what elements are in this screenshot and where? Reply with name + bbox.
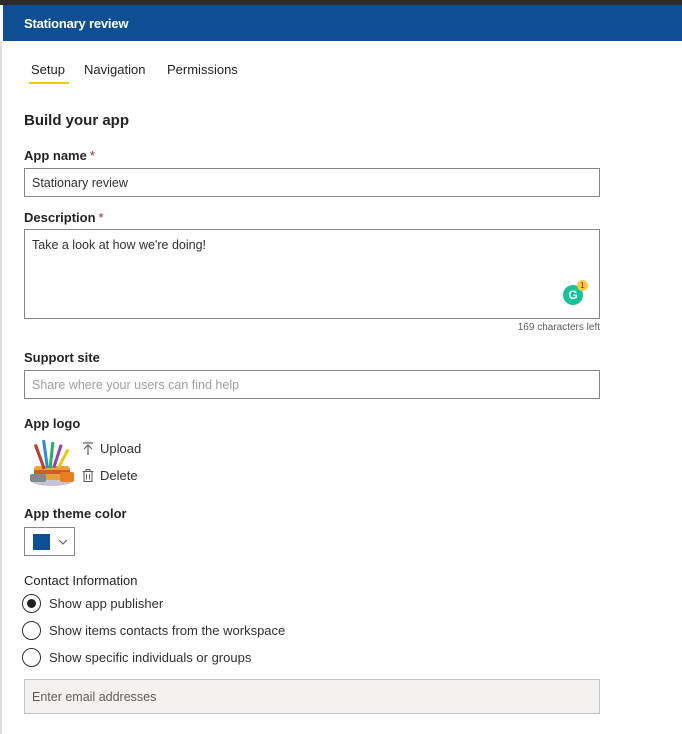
description-textarea[interactable]: Take a look at how we're doing! bbox=[24, 229, 600, 319]
tab-setup[interactable]: Setup bbox=[31, 62, 65, 77]
header-bar bbox=[0, 5, 682, 41]
theme-color-picker[interactable] bbox=[24, 527, 75, 556]
description-label-text: Description bbox=[24, 210, 96, 225]
trash-icon bbox=[82, 469, 96, 485]
required-mark: * bbox=[89, 148, 95, 163]
app-name-input[interactable]: Stationary review bbox=[24, 168, 600, 197]
required-mark: * bbox=[98, 210, 104, 225]
contact-info-label: Contact Information bbox=[24, 573, 138, 588]
app-logo-image bbox=[24, 436, 78, 490]
description-label bbox=[24, 210, 104, 225]
app-name-label-text: App name bbox=[24, 148, 87, 163]
radio-button[interactable] bbox=[22, 648, 41, 667]
radio-button[interactable] bbox=[22, 594, 41, 613]
left-divider bbox=[0, 41, 2, 734]
radio-label: Show items contacts from the workspace bbox=[49, 623, 286, 638]
page-title: Stationary review bbox=[24, 16, 129, 31]
delete-label: Delete bbox=[100, 468, 138, 483]
delete-button[interactable] bbox=[82, 468, 138, 485]
radio-label: Show specific individuals or groups bbox=[49, 650, 252, 665]
section-title: Build your app bbox=[24, 112, 129, 129]
email-addresses-input[interactable]: Enter email addresses bbox=[24, 679, 600, 714]
grammarly-badge: 1 bbox=[577, 280, 588, 291]
tab-permissions[interactable]: Permissions bbox=[167, 62, 238, 77]
radio-button[interactable] bbox=[22, 621, 41, 640]
upload-button[interactable] bbox=[82, 441, 141, 458]
app-name-label bbox=[24, 148, 95, 163]
grammarly-icon[interactable]: G bbox=[563, 285, 583, 305]
radio-label: Show app publisher bbox=[49, 596, 164, 611]
app-logo-label: App logo bbox=[24, 416, 81, 431]
support-site-input[interactable]: Share where your users can find help bbox=[24, 370, 600, 399]
theme-color-label: App theme color bbox=[24, 506, 127, 521]
char-count: 169 characters left bbox=[517, 322, 600, 333]
tab-navigation[interactable]: Navigation bbox=[84, 62, 146, 77]
color-swatch bbox=[33, 534, 50, 550]
support-site-label: Support site bbox=[24, 350, 100, 365]
chevron-down-icon bbox=[58, 533, 68, 554]
upload-arrow-icon bbox=[82, 442, 96, 458]
upload-label: Upload bbox=[100, 441, 142, 456]
